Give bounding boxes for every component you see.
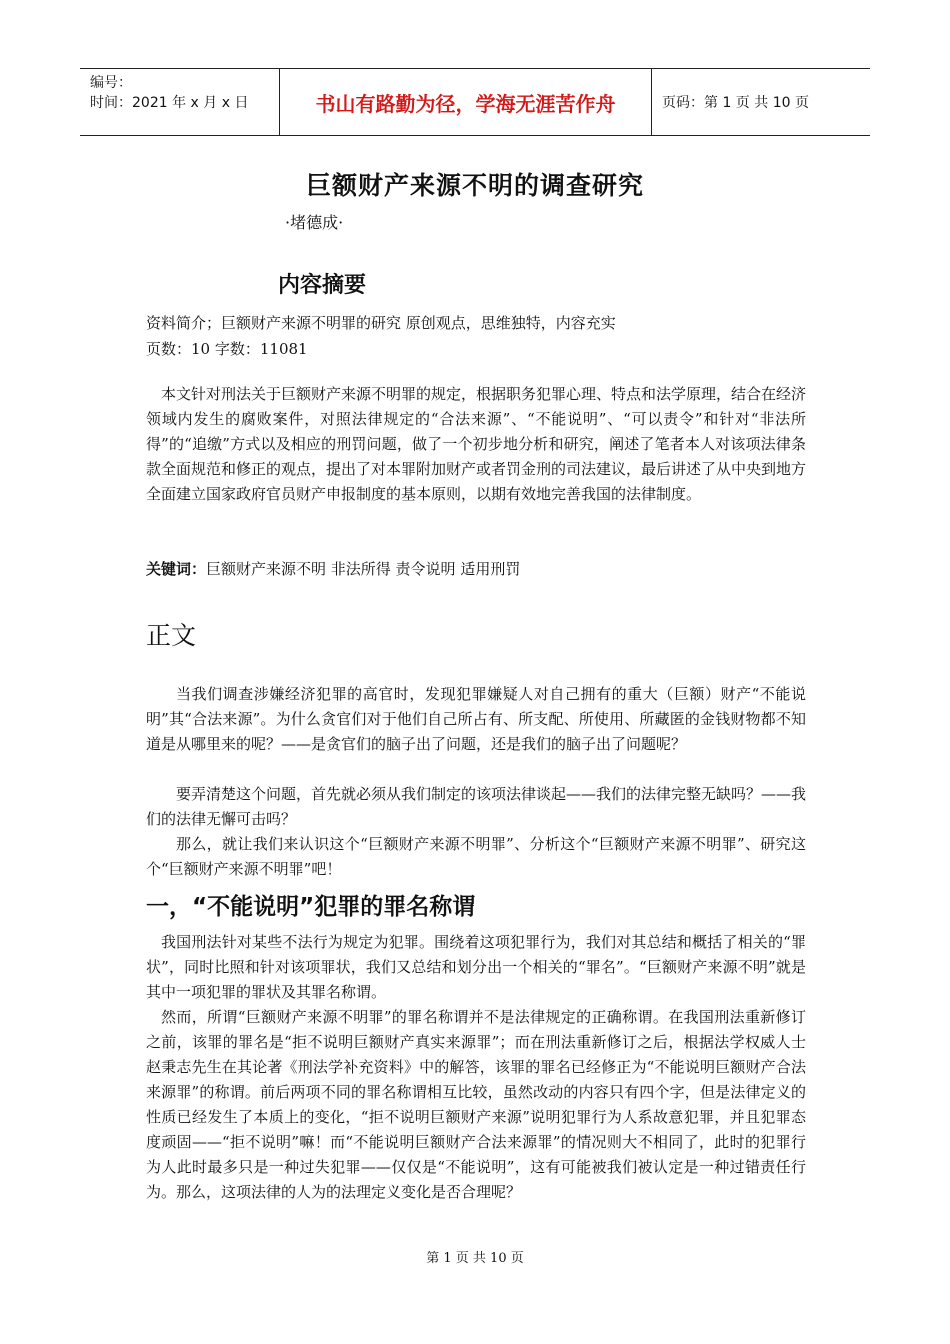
body-paragraph-1: 当我们调查涉嫌经济犯罪的高官时，发现犯罪嫌疑人对自己拥有的重大（巨额）财产“不能说明”其“合法来源”。为什么贪官们对于他们自己所占有、所支配、所使用、所藏匿的金钱财物都不知道是从哪里来的呢？——是贪官们的脑子出了问题，还是我们的脑子出了问题呢？ — [146, 685, 806, 753]
abstract-body: 本文针对刑法关于巨额财产来源不明罪的规定，根据职务犯罪心理、特点和法学原理，结合在经济领域内发生的腐败案件，对照法律规定的“合法来源”、“不能说明”、“可以责令”和针对“非法所得”的“追缴”方式以及相应的刑罚问题，做了一个初步地分析和研究，阐述了笔者本人对该项法律条款全面规范和修正的观点，提出了对本罪附加财产或者罚金刑的司法建议，最后讲述了从中央到地方全面建立国家政府官员财产申报制度的基本原则，以期有效地完善我国的法律制度。 — [146, 385, 807, 503]
section-1-paragraph-2: 然而，所谓“巨额财产来源不明罪”的罪名称谓并不是法律规定的正确称谓。在我国刑法重新修订之前，该罪的罪名是“拒不说明巨额财产真实来源罪”；而在刑法重新修订之后，根据法学权威人士赵秉志先生在其论著《刑法学补充资料》中的解答，该罪的罪名已经修正为“不能说明巨额财产合法来源罪”的称谓。前后两项不同的罪名称谓相互比较，虽然改动的内容只有四个字，但是法律定义的性质已经发生了本质上的变化，“拒不说明巨额财产来源”说明犯罪行为人系故意犯罪，并且犯罪态度顽固——“拒不说明”嘛！而“不能说明巨额财产合法来源罪”的情况则大不相同了，此时的犯罪行为人此时最多只是一种过失犯罪——仅仅是“不能说明”，这有可能被我们被认定是一种过错责任行为。那么，这项法律的人为的法理定义变化是否合理呢？ — [146, 1008, 806, 1201]
keywords-items: 巨额财产来源不明 非法所得 责令说明 适用刑罚 — [206, 560, 521, 578]
body-paragraph-2: 要弄清楚这个问题，首先就必须从我们制定的该项法律谈起——我们的法律完整无缺吗？——我们的法律无懈可击吗？ — [146, 785, 807, 828]
doc-number-label: 编号： — [90, 75, 132, 91]
document-title: 巨额财产来源不明的调查研究 — [305, 171, 644, 200]
author: ·堵德成· — [285, 213, 344, 232]
section-1-heading: 一，“不能说明”犯罪的罪名称谓 — [146, 894, 476, 920]
body-paragraph-3: 那么，就让我们来认识这个“巨额财产来源不明罪”、分析这个“巨额财产来源不明罪”、研究这个“巨额财产来源不明罪”吧！ — [146, 835, 806, 878]
body-heading: 正文 — [146, 621, 197, 650]
header-page-info: 页码：第 1 页 共 10 页 — [662, 95, 809, 111]
doc-date: 时间：2021 年 x 月 x 日 — [90, 95, 249, 111]
page-footer: 第 1 页 共 10 页 — [426, 1251, 524, 1266]
keywords-label: 关键词： — [146, 560, 207, 578]
abstract-info-line-1: 资料简介；巨额财产来源不明罪的研究 原创观点，思维独特，内容充实 — [146, 314, 616, 332]
section-1-paragraph-1: 我国刑法针对某些不法行为规定为犯罪。围绕着这项犯罪行为，我们对其总结和概括了相关的“罪状”，同时比照和针对该项罪状，我们又总结和划分出一个相关的“罪名”。“巨额财产来源不明”就是其中一项犯罪的罪状及其罪名称谓。 — [146, 933, 806, 1001]
header-motto: 书山有路勤为径，学海无涯苦作舟 — [280, 69, 652, 135]
keywords — [146, 558, 520, 579]
header-meta — [80, 69, 280, 135]
header-table — [80, 68, 870, 136]
abstract-heading: 内容摘要 — [278, 273, 367, 298]
abstract-info-line-2: 页数：10 字数：11081 — [146, 340, 308, 358]
